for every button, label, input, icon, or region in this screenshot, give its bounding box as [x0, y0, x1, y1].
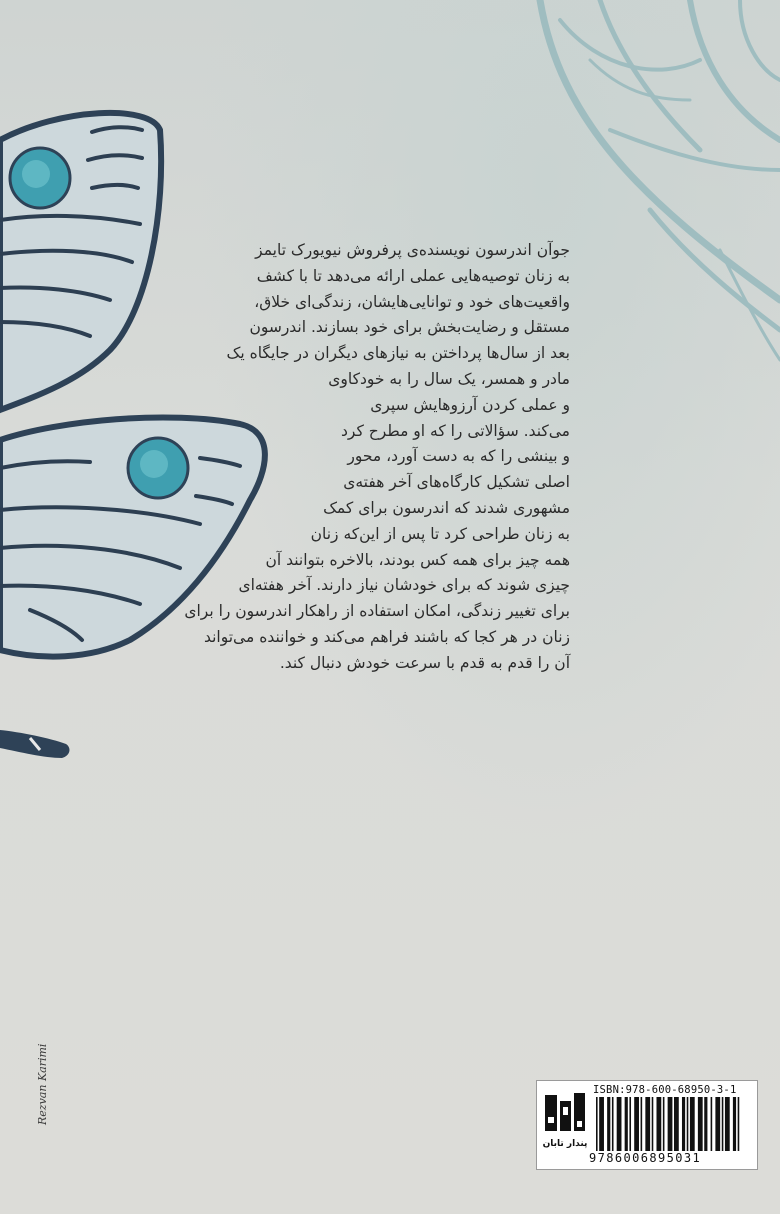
blurb-line: مشهوری شدند که اندرسون برای کمک: [323, 498, 570, 517]
blurb-emphasis: نیویورک تایمز: [255, 241, 342, 259]
barcode-bar: [711, 1097, 713, 1151]
barcode-bar: [656, 1097, 661, 1151]
barcode-bar: [599, 1097, 604, 1151]
barcode-bar: [625, 1097, 628, 1151]
barcode-bar: [607, 1097, 610, 1151]
barcode-bar: [596, 1097, 598, 1151]
barcode-bar: [617, 1097, 622, 1151]
blurb-line-1: جوآن اندرسون نویسنده‌ی پرفروش نیویورک تایمز: [255, 241, 570, 259]
barcode-bar: [698, 1097, 703, 1151]
blurb-line: و بینشی را که به دست آورد، محور: [347, 447, 570, 466]
blurb-line: چیزی شوند که برای خودشان نیاز دارند. آخر هفته‌ای: [238, 576, 570, 595]
barcode-bar: [725, 1097, 730, 1151]
barcode-bar: [733, 1097, 736, 1151]
publisher-name: پندار تابان: [542, 1139, 588, 1149]
barcode-bar: [668, 1097, 673, 1151]
barcode-bar: [634, 1097, 639, 1151]
barcode-bar: [687, 1097, 689, 1151]
barcode-bar: [738, 1097, 740, 1151]
barcode-bars: [595, 1097, 751, 1151]
blurb-line: می‌کند. سؤالاتی را که او مطرح کرد: [341, 421, 570, 440]
blurb-line: همه چیز برای همه کس بودند، بالاخره بتوانند آن: [265, 550, 570, 569]
blurb-line: برای تغییر زندگی، امکان استفاده از راهکار اندرسون را برای: [184, 602, 570, 621]
barcode-bar: [629, 1097, 631, 1151]
blurb-line: زنان در هر کجا که باشند فراهم می‌کند و خواننده می‌تواند: [203, 627, 570, 646]
barcode-bar: [715, 1097, 720, 1151]
blurb-line: مستقل و رضایت‌بخش برای خود بسازند. اندرسون: [249, 318, 570, 337]
barcode-bar: [641, 1097, 643, 1151]
barcode-bar: [663, 1097, 665, 1151]
blurb-line: آن را قدم به قدم با سرعت خودش دنبال کند.: [279, 653, 570, 672]
barcode-bar: [674, 1097, 679, 1151]
barcode-bar: [722, 1097, 724, 1151]
blurb-line: بعد از سال‌ها پرداختن به نیازهای دیگران در جایگاه یک: [226, 344, 570, 363]
barcode-bar: [652, 1097, 654, 1151]
illustrator-signature: Rezvan Karimi: [36, 1043, 49, 1125]
barcode-bar: [612, 1097, 614, 1151]
barcode-bar: [645, 1097, 650, 1151]
leaf-illustration: [540, 0, 780, 360]
barcode-bar: [690, 1097, 695, 1151]
barcode-bar: [704, 1097, 707, 1151]
blurb-line: به زنان طراحی کرد تا پس از این‌که زنان: [310, 524, 570, 543]
blurb-line: به زنان توصیه‌هایی عملی ارائه می‌دهد تا با کشف: [256, 266, 570, 285]
publisher-logo-icon: [543, 1091, 587, 1135]
blurb-line: واقعیت‌های خود و توانایی‌هایشان، زندگی‌ای خلاق،: [254, 292, 570, 311]
book-description: [184, 238, 570, 677]
barcode-panel: [536, 1080, 758, 1170]
blurb-line: و عملی کردن آرزوهایش سپری: [370, 395, 570, 414]
barcode-bar: [682, 1097, 685, 1151]
isbn-label: ISBN:978-600-68950-3-1: [593, 1084, 737, 1096]
blurb-line: اصلی تشکیل کارگاه‌های آخر هفته‌ی: [343, 473, 570, 492]
ean-number: 9786006895031: [589, 1151, 702, 1165]
blurb-line: مادر و همسر، یک سال را به خودکاوی: [328, 369, 570, 388]
